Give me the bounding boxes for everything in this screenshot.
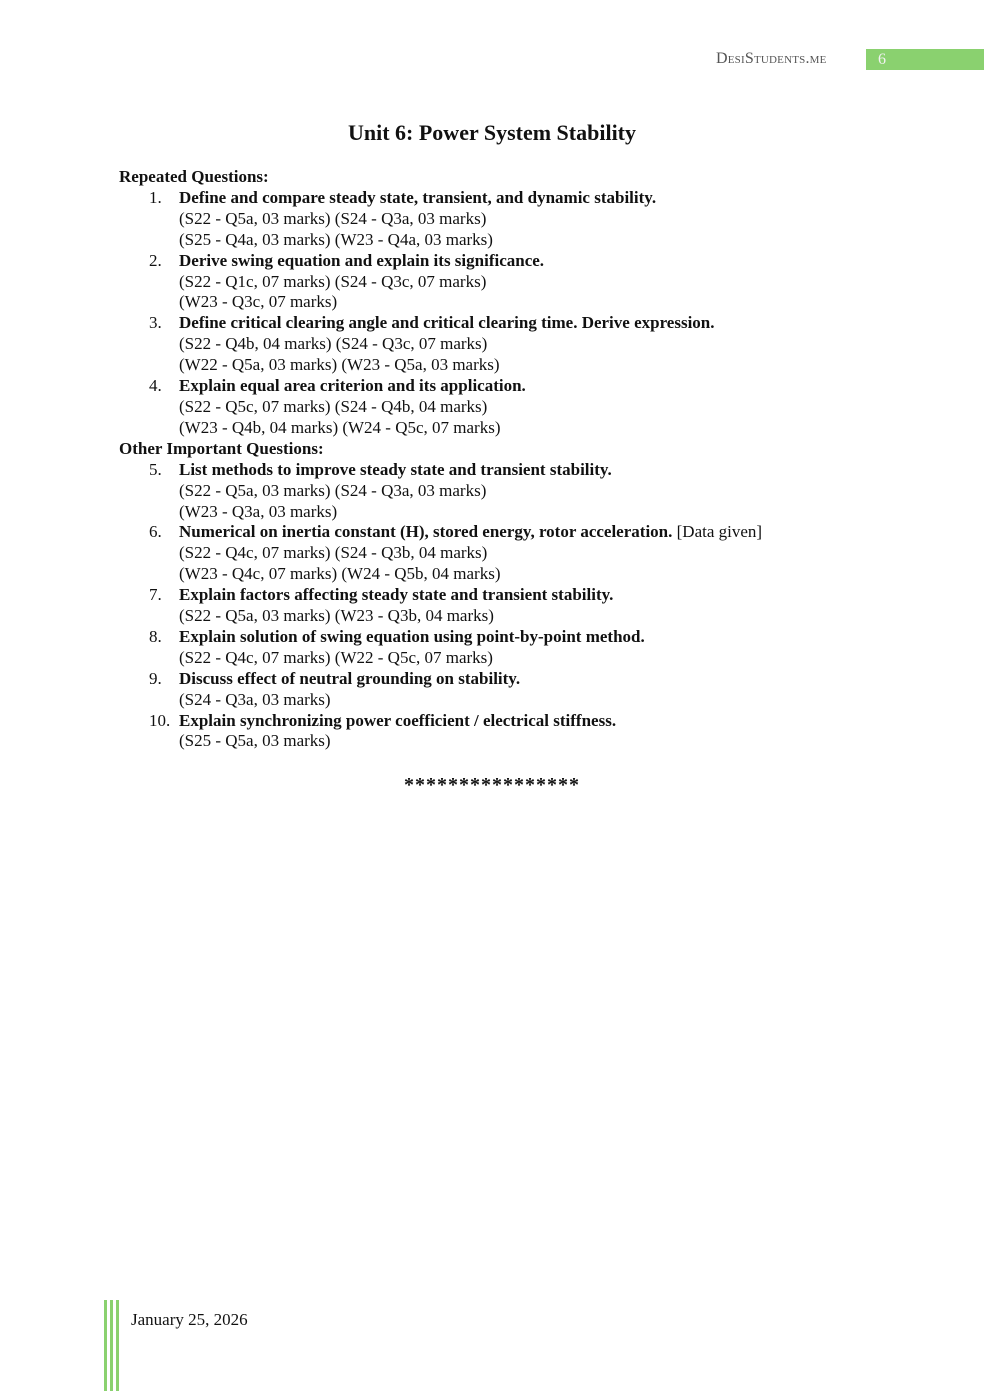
question-item: [119, 585, 919, 627]
question-item: [119, 711, 919, 753]
question-number: 5.: [149, 459, 162, 479]
question-title: Numerical on inertia constant (H), stored energy, rotor acceleration.: [179, 522, 673, 542]
question-refs: (W23 - Q4c, 07 marks) (W24 - Q5b, 04 marks): [179, 564, 501, 584]
question-title: Define critical clearing angle and critical clearing time. Derive expression.: [179, 313, 715, 333]
question-refs: (S22 - Q4c, 07 marks) (W22 - Q5c, 07 marks): [179, 647, 493, 667]
question-refs: (S22 - Q4c, 07 marks) (S24 - Q3b, 04 marks): [179, 543, 488, 563]
question-number: 8.: [149, 626, 162, 646]
question-text: [179, 460, 919, 481]
question-text: [179, 522, 919, 543]
section-heading: Repeated Questions:: [119, 167, 269, 186]
question-number: 6.: [149, 522, 162, 542]
question-text: [179, 669, 919, 690]
question-item: [119, 669, 919, 711]
question-refs: (S25 - Q5a, 03 marks): [179, 731, 331, 751]
question-note: [Data given]: [672, 522, 763, 542]
question-refs: (S22 - Q5a, 03 marks) (S24 - Q3a, 03 marks): [179, 480, 487, 500]
question-item: [119, 251, 919, 314]
header-page-number: 6: [866, 49, 984, 70]
question-number: 3.: [149, 313, 162, 333]
question-text: [179, 627, 919, 648]
question-refs: (W22 - Q5a, 03 marks) (W23 - Q5a, 03 marks): [179, 355, 500, 375]
question-text: [179, 251, 919, 272]
question-refs: (S22 - Q4b, 04 marks) (S24 - Q3c, 07 marks): [179, 334, 488, 354]
question-text: [179, 313, 919, 334]
question-refs: (W23 - Q3a, 03 marks): [179, 501, 338, 521]
question-item: [119, 376, 919, 439]
question-item: [119, 627, 919, 669]
question-item: [119, 522, 919, 585]
question-text: [179, 585, 919, 606]
question-title: List methods to improve steady state and transient stability.: [179, 459, 612, 479]
question-refs: (S22 - Q5c, 07 marks) (S24 - Q4b, 04 marks): [179, 396, 488, 416]
question-refs: (W23 - Q4b, 04 marks) (W24 - Q5c, 07 marks): [179, 417, 501, 437]
question-title: Explain equal area criterion and its application.: [179, 376, 526, 396]
question-refs: (S22 - Q5a, 03 marks) (W23 - Q3b, 04 marks): [179, 606, 494, 626]
question-text: [179, 376, 919, 397]
header-site-name: DesiStudents.me: [716, 50, 827, 67]
question-number: 1.: [149, 187, 162, 207]
question-title: Explain factors affecting steady state and transient stability.: [179, 585, 614, 605]
footer-accent-bars: [104, 1300, 120, 1391]
question-list: [119, 167, 919, 752]
question-item: [119, 188, 919, 251]
footer-date: January 25, 2026: [131, 1310, 248, 1329]
question-refs: (S22 - Q1c, 07 marks) (S24 - Q3c, 07 marks): [179, 271, 487, 291]
question-title: Discuss effect of neutral grounding on stability.: [179, 668, 521, 688]
question-title: Derive swing equation and explain its significance.: [179, 250, 545, 270]
question-refs: (S24 - Q3a, 03 marks): [179, 689, 331, 709]
question-refs: (S25 - Q4a, 03 marks) (W23 - Q4a, 03 marks): [179, 229, 493, 249]
question-text: [179, 711, 919, 732]
question-item: [119, 460, 919, 523]
question-refs: (S22 - Q5a, 03 marks) (S24 - Q3a, 03 marks): [179, 208, 487, 228]
page-title: Unit 6: Power System Stability: [347, 120, 637, 145]
question-number: 7.: [149, 585, 162, 605]
question-item: [119, 313, 919, 376]
section-heading: Other Important Questions:: [119, 438, 324, 458]
question-number: 9.: [149, 668, 162, 688]
separator: ****************: [404, 774, 580, 796]
question-number: 2.: [149, 250, 162, 270]
question-title: Define and compare steady state, transient, and dynamic stability.: [179, 187, 657, 207]
question-number: 4.: [149, 376, 162, 396]
question-title: Explain solution of swing equation using point-by-point method.: [179, 626, 645, 646]
question-title: Explain synchronizing power coefficient / electrical stiffness.: [179, 710, 617, 730]
question-number: 10.: [149, 710, 171, 730]
question-text: [179, 188, 919, 209]
question-refs: (W23 - Q3c, 07 marks): [179, 292, 338, 312]
